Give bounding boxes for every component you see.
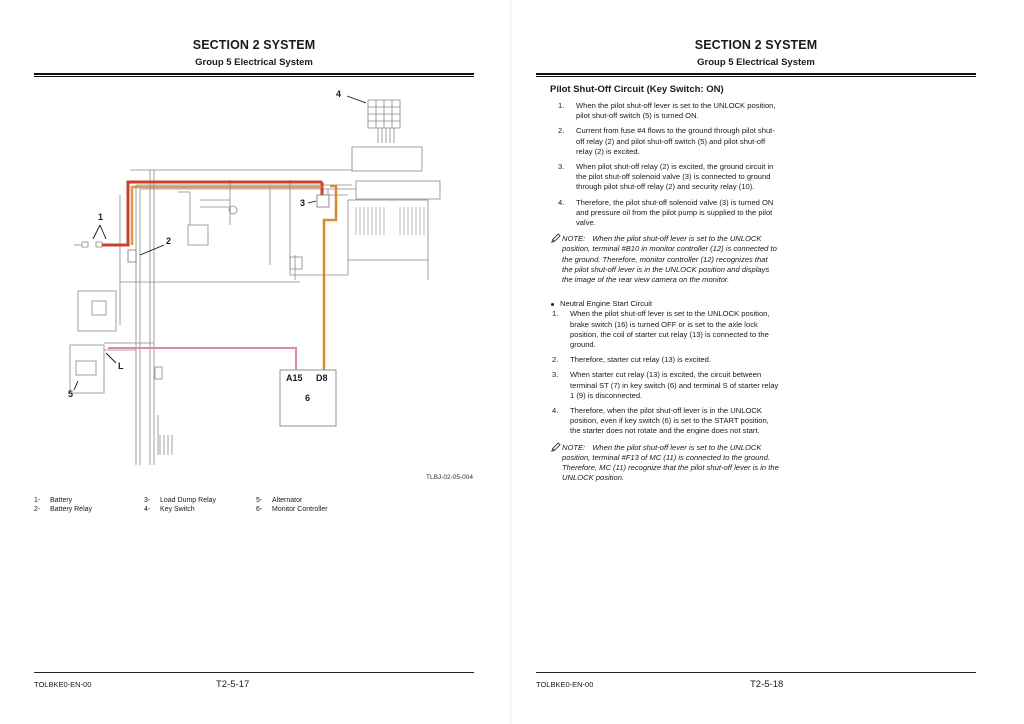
step-number: 2. xyxy=(558,126,565,136)
list-item xyxy=(552,406,780,437)
legend-num: 6- xyxy=(256,506,263,513)
list-item xyxy=(552,370,780,401)
callout-6: 6 xyxy=(305,393,311,403)
note-block xyxy=(550,234,780,285)
legend-num: 1- xyxy=(34,497,41,504)
list-item xyxy=(552,355,780,365)
legend-label: Battery xyxy=(50,497,73,504)
callout-L: L xyxy=(118,361,124,371)
list-item xyxy=(558,198,780,229)
footer-rule xyxy=(34,672,474,673)
group-subtitle: Group 5 Electrical System xyxy=(195,57,313,68)
section-heading: Pilot Shut-Off Circuit (Key Switch: ON) xyxy=(550,84,724,95)
terminal-a15: A15 xyxy=(286,373,303,383)
step-text: When pilot shut-off relay (2) is excited, the ground circuit in the pilot shut-off solenoid valve (3) is connected to ground through pilot shut-off relay (2) and security relay (10). xyxy=(576,162,774,192)
subsection-heading: Neutral Engine Start Circuit xyxy=(550,299,780,309)
callout-5: 5 xyxy=(68,389,74,399)
sub-steps-list xyxy=(550,309,780,436)
legend-num: 4- xyxy=(144,506,151,513)
figure-id: TLBJ-02-05-004 xyxy=(426,474,473,481)
legend-label: Battery Relay xyxy=(50,506,93,513)
page-number: T2-5-18 xyxy=(750,679,784,690)
note-text: When the pilot shut-off lever is set to the UNLOCK position, terminal #F13 of MC (11) is connected to the ground. Therefore, MC (11) recognize that the pilot shut-off lever is in the UNLOCK position. xyxy=(562,442,779,483)
note-label: NOTE: xyxy=(562,442,586,452)
legend-num: 2- xyxy=(34,506,41,513)
section-title: SECTION 2 SYSTEM xyxy=(192,38,316,52)
note-text: When the pilot shut-off lever is set to the UNLOCK position, terminal #B10 in monitor controller (12) is connected to the ground. Therefore, monitor controller (12) recognizes that the pilot shut-off lever is in the UNLOCK position and displays the image of the rear view camera on the monitor. xyxy=(562,234,777,285)
step-number: 2. xyxy=(552,355,559,365)
right-page xyxy=(512,0,1024,724)
list-item xyxy=(558,101,780,121)
steps-list xyxy=(550,101,780,228)
electrical-schematic xyxy=(60,85,480,485)
schematic-svg xyxy=(60,85,480,485)
step-number: 4. xyxy=(558,197,565,207)
section-title: SECTION 2 SYSTEM xyxy=(694,38,818,52)
note-block xyxy=(550,443,780,484)
document-code: TOLBKE0-EN-00 xyxy=(536,680,594,689)
legend-label: Monitor Controller xyxy=(272,506,328,513)
pencil-icon xyxy=(550,442,561,453)
step-text: Therefore, the pilot shut-off solenoid valve (3) is turned ON and pressure oil from the pilot pump is supplied to the pilot valve. xyxy=(576,197,774,228)
list-item xyxy=(558,162,780,193)
step-text: Therefore, when the pilot shut-off lever is in the UNLOCK position, even if key switch (6) is set to the START position, the starter does not rotate and the engine does not start. xyxy=(570,406,769,436)
legend-num: 3- xyxy=(144,497,151,504)
document-code: TOLBKE0-EN-00 xyxy=(34,680,92,689)
step-text: Current from fuse #4 flows to the ground through pilot shut-off relay (2) and pilot shut-off switch (5) and pilot shut-off relay (2) is excited. xyxy=(576,126,775,156)
callout-3: 3 xyxy=(300,198,306,208)
legend-num: 5- xyxy=(256,497,263,504)
legend-label: Alternator xyxy=(272,497,303,504)
group-subtitle: Group 5 Electrical System xyxy=(697,57,815,68)
step-text: When starter cut relay (13) is excited, the circuit between terminal ST (7) in key switch (6) and terminal S of starter relay 1 (9) is disconnected. xyxy=(570,370,779,400)
legend-label: Key Switch xyxy=(160,506,195,513)
step-number: 4. xyxy=(552,406,559,416)
legend-label: Load Dump Relay xyxy=(160,497,217,504)
step-text: When the pilot shut-off lever is set to the UNLOCK position, pilot shut-off switch (5) is turned ON. xyxy=(576,101,776,121)
callout-1: 1 xyxy=(98,212,104,222)
step-number: 1. xyxy=(552,309,559,319)
step-text: Therefore, starter cut relay (13) is excited. xyxy=(570,355,711,365)
list-item xyxy=(552,309,780,350)
list-item xyxy=(558,126,780,157)
step-number: 3. xyxy=(558,162,565,172)
step-number: 1. xyxy=(558,101,565,110)
footer-rule xyxy=(536,672,976,673)
header-rule xyxy=(536,73,976,77)
page-number: T2-5-17 xyxy=(216,679,250,690)
header-rule xyxy=(34,73,474,77)
callout-4: 4 xyxy=(336,89,342,99)
body-content xyxy=(550,101,780,484)
step-text: When the pilot shut-off lever is set to the UNLOCK position, brake switch (16) is turned OFF or is set to the axle lock position, the coil of starter cut relay (13) is connected to the ground. xyxy=(570,309,770,350)
pencil-icon xyxy=(550,233,561,244)
callout-2: 2 xyxy=(166,236,172,246)
note-label: NOTE: xyxy=(562,234,586,244)
step-number: 3. xyxy=(552,370,559,380)
terminal-d8: D8 xyxy=(316,373,328,383)
